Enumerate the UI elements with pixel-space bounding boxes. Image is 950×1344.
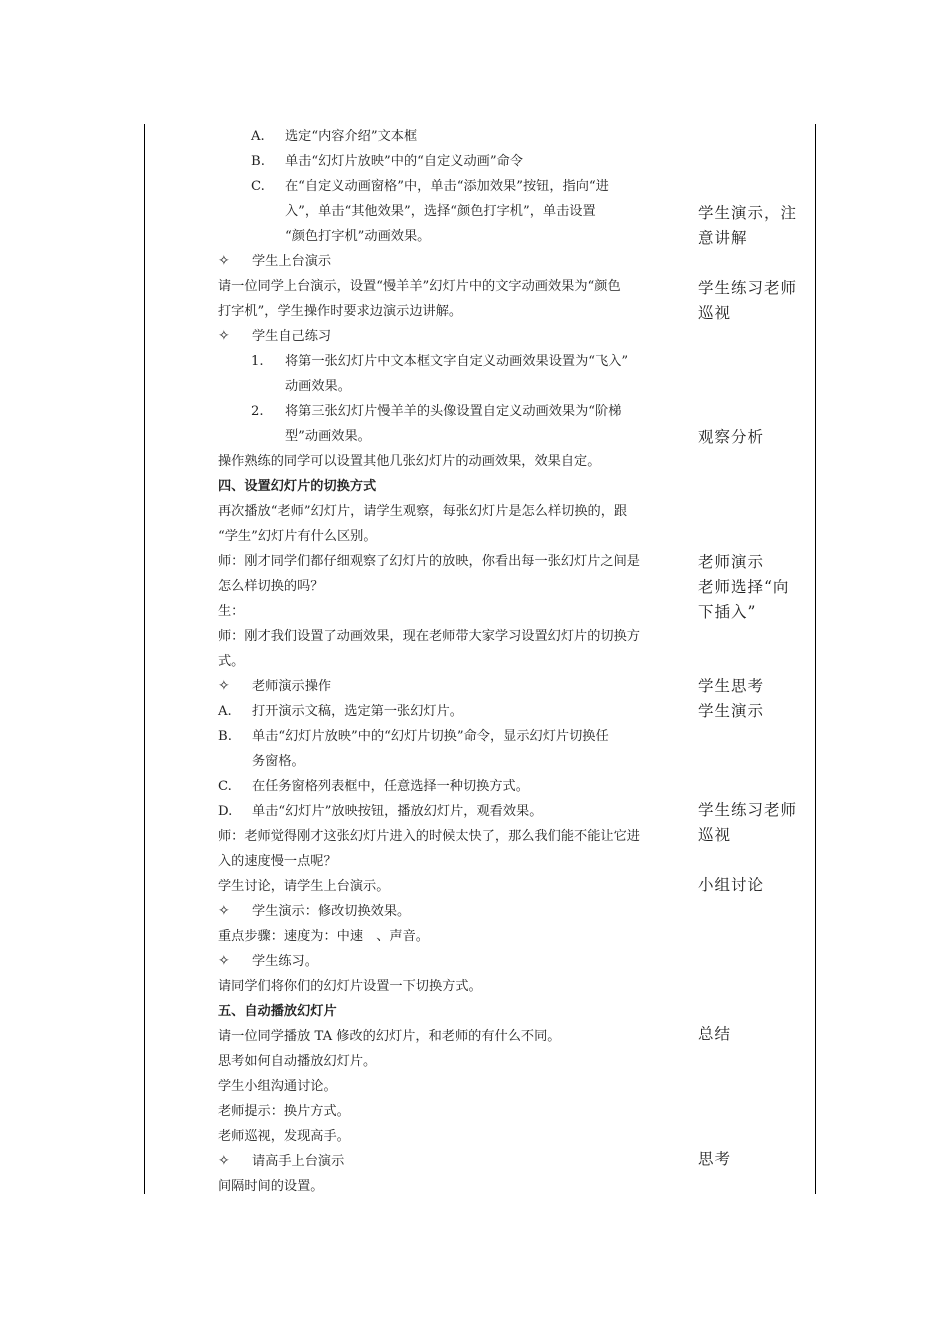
- table-right-border: [815, 124, 816, 1194]
- list-item: C. 在“自定义动画窗格”中，单击“添加效果”按钮，指向“进: [251, 179, 609, 194]
- side-note: 学生练习老师: [698, 801, 798, 819]
- paragraph-line: 式。: [218, 654, 245, 669]
- side-note: 老师选择“向: [698, 578, 790, 596]
- paragraph-line: 老师提示：换片方式。: [218, 1104, 350, 1119]
- paragraph-line: 老师巡视，发现高手。: [218, 1129, 350, 1144]
- side-note: 小组讨论: [698, 876, 765, 894]
- diamond-bullet-icon: ✧: [218, 678, 230, 694]
- table-left-border: [144, 124, 145, 1194]
- diamond-bullet-icon: ✧: [218, 1153, 230, 1169]
- list-item-continuation: 入”，单击“其他效果”，选择“颜色打字机”，单击设置: [285, 204, 596, 219]
- paragraph-line: 入的速度慢一点呢？: [218, 854, 337, 869]
- list-item-continuation: 型”动画效果。: [285, 429, 371, 444]
- list-item: B. 单击“幻灯片放映”中的“自定义动画”命令: [251, 154, 523, 169]
- paragraph-line: 打字机”，学生操作时要求边演示边讲解。: [218, 304, 463, 319]
- side-note: 学生思考: [698, 677, 765, 695]
- bullet-item: ✧ 学生上台演示: [218, 249, 331, 274]
- paragraph-line: 师：刚才同学们都仔细观察了幻灯片的放映，你看出每一张幻灯片之间是: [218, 554, 640, 569]
- side-note: 学生练习老师: [698, 279, 798, 297]
- paragraph-line: 学生讨论，请学生上台演示。: [218, 879, 390, 894]
- side-note: 学生演示: [698, 702, 765, 720]
- paragraph-line: 重点步骤：速度为：中速 、声音。: [218, 929, 429, 944]
- list-item: A. 打开演示文稿，选定第一张幻灯片。: [218, 704, 463, 719]
- bullet-item: ✧ 老师演示操作: [218, 674, 331, 699]
- side-note: 巡视: [698, 304, 732, 322]
- side-note: 总结: [698, 1025, 732, 1043]
- paragraph-line: 请一位同学上台演示，设置“慢羊羊”幻灯片中的文字动画效果为“颜色: [218, 279, 621, 294]
- side-note: 学生演示，注: [698, 204, 798, 222]
- diamond-bullet-icon: ✧: [218, 953, 230, 969]
- list-item: C. 在任务窗格列表框中，任意选择一种切换方式。: [218, 779, 529, 794]
- paragraph-line: 再次播放“老师”幻灯片，请学生观察，每张幻灯片是怎么样切换的，跟: [218, 504, 628, 519]
- list-item: 1. 将第一张幻灯片中文本框文字自定义动画效果设置为“飞入”: [251, 354, 629, 369]
- bullet-item: ✧ 学生演示：修改切换效果。: [218, 899, 410, 924]
- bullet-item: ✧ 学生自己练习: [218, 324, 331, 349]
- paragraph-line: 间隔时间的设置。: [218, 1179, 324, 1194]
- paragraph-line: 请一位同学播放 TA 修改的幻灯片，和老师的有什么不同。: [218, 1029, 561, 1044]
- paragraph-line: 思考如何自动播放幻灯片。: [218, 1054, 377, 1069]
- list-item: D. 单击“幻灯片”放映按钮，播放幻灯片，观看效果。: [218, 804, 543, 819]
- list-item: A. 选定“内容介绍”文本框: [251, 129, 418, 144]
- paragraph-line: 师：刚才我们设置了动画效果，现在老师带大家学习设置幻灯片的切换方: [218, 629, 640, 644]
- side-note: 巡视: [698, 826, 732, 844]
- section-heading: 五、自动播放幻灯片: [218, 1004, 337, 1019]
- side-note: 老师演示: [698, 553, 765, 571]
- paragraph-line: “学生”幻灯片有什么区别。: [218, 529, 377, 544]
- bullet-item: ✧ 学生练习。: [218, 949, 318, 974]
- paragraph-line: 学生小组沟通讨论。: [218, 1079, 337, 1094]
- side-note: 下插入”: [698, 603, 757, 621]
- side-note: 观察分析: [698, 428, 765, 446]
- paragraph-line: 师：老师觉得刚才这张幻灯片进入的时候太快了，那么我们能不能让它进: [218, 829, 640, 844]
- side-note: 思考: [698, 1150, 732, 1168]
- list-item: B. 单击“幻灯片放映”中的“幻灯片切换”命令，显示幻灯片切换任: [218, 729, 609, 744]
- diamond-bullet-icon: ✧: [218, 903, 230, 919]
- paragraph-line: 请同学们将你们的幻灯片设置一下切换方式。: [218, 979, 482, 994]
- side-note: 意讲解: [698, 229, 748, 247]
- list-item-continuation: 动画效果。: [285, 379, 351, 394]
- paragraph-line: 生：: [218, 604, 245, 619]
- list-item-continuation: “颜色打字机”动画效果。: [285, 229, 431, 244]
- diamond-bullet-icon: ✧: [218, 253, 230, 269]
- paragraph-line: 操作熟练的同学可以设置其他几张幻灯片的动画效果，效果自定。: [218, 454, 601, 469]
- list-item-continuation: 务窗格。: [252, 754, 305, 769]
- bullet-item: ✧ 请高手上台演示: [218, 1149, 344, 1174]
- section-heading: 四、设置幻灯片的切换方式: [218, 479, 377, 494]
- list-item: 2. 将第三张幻灯片慢羊羊的头像设置自定义动画效果为“阶梯: [251, 404, 622, 419]
- diamond-bullet-icon: ✧: [218, 328, 230, 344]
- paragraph-line: 怎么样切换的吗？: [218, 579, 324, 594]
